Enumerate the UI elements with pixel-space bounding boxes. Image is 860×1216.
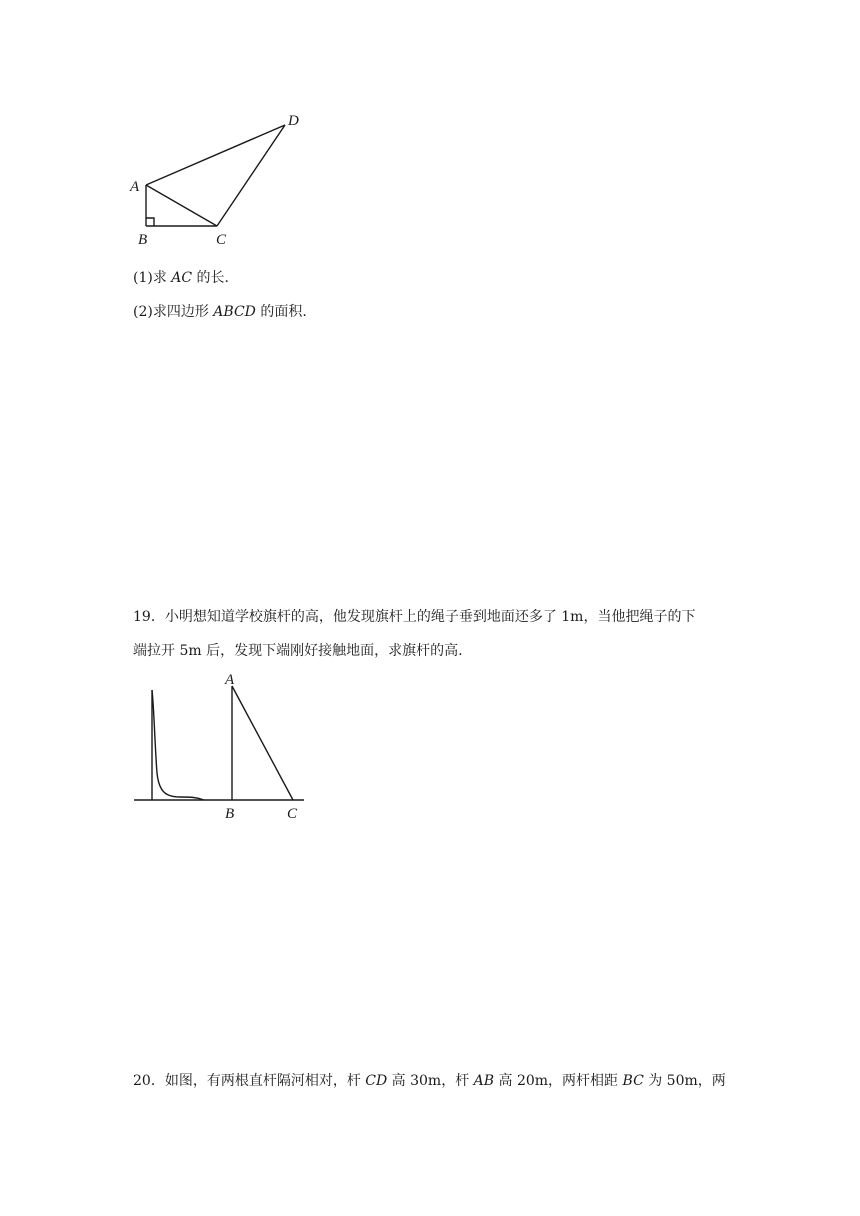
flagpole-figure [128,668,318,828]
label-c: C [216,232,227,248]
quadrilateral-figure [120,105,320,250]
label-a: A [130,179,140,195]
segment-ac [146,185,217,226]
q20-line1: 20．如图，有两根直杆隔河相对，杆 CD 高 30m，杆 AB 高 20m，两杆相距 BC 为 50m，两 [133,1073,726,1089]
rope-ac [232,686,293,800]
label-a2: A [225,672,235,688]
label-c2: C [287,806,298,822]
q18-part1: (1)求 AC 的长. [133,270,230,286]
right-angle-mark [146,218,154,226]
q18-part2: (2)求四边形 ABCD 的面积. [133,304,307,320]
label-d: D [288,113,299,129]
label-b: B [138,232,148,248]
hanging-rope [152,690,204,800]
label-b2: B [225,806,235,822]
q19-line1: 19．小明想知道学校旗杆的高，他发现旗杆上的绳子垂到地面还多了 1m，当他把绳子的下 [133,609,696,625]
q19-line2: 端拉开 5m 后，发现下端刚好接触地面，求旗杆的高. [133,643,463,659]
